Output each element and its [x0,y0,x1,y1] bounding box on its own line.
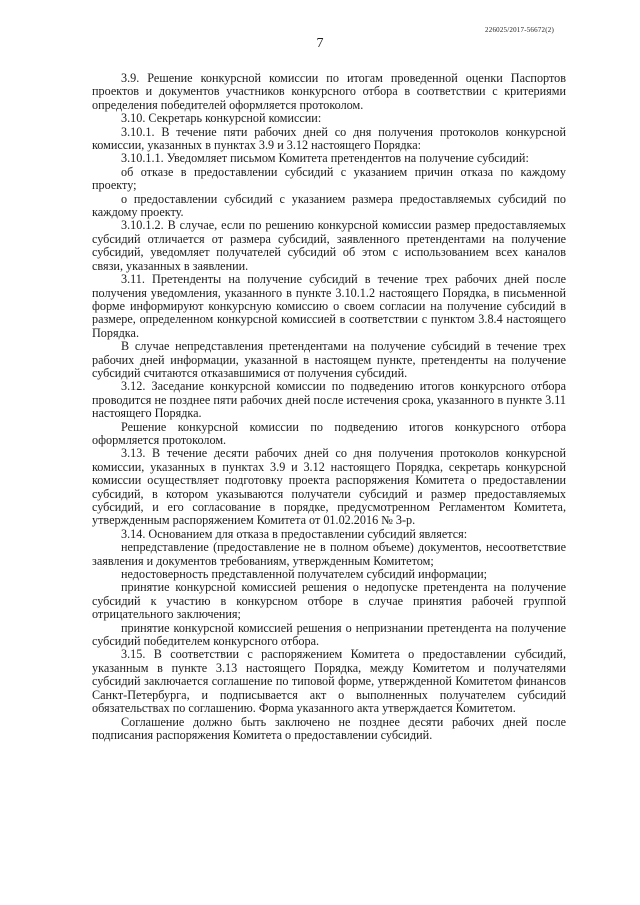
paragraph-refusal-reason-3: принятие конкурсной комиссией решения о недопуске претендента на получение субсидий к участию в конкурсном отборе в случае принятия рабочей группой отрицательного заключения; [92,580,566,622]
document-id: 226025/2017-56672(2) [485,26,554,34]
paragraph-3-10: 3.10. Секретарь конкурсной комиссии: [121,111,322,126]
paragraph-grant-notice: о предоставлении субсидий с указанием размера предоставляемых субсидий по каждому проекту. [92,191,566,220]
paragraph-3-13: 3.13. В течение десяти рабочих дней со дня получения протоколов конкурсной комиссии, указанных в пунктах 3.9 и 3.12 настоящего Порядка, секретарь конкурсной комиссии осуществляет подготовку проекта распоряжения Комитета о предоставлении субсидий, в котором указываются получатели субсидий и размер предоставляемых субсидий, и его согласование в порядке, предусмотренном Регламентом Комитета, утвержденным распоряжением Комитета от 01.02.2016 № 3-р. [92,446,566,528]
paragraph-3-12-decision: Решение конкурсной комиссии по подведению итогов конкурсного отбора оформляется протоколом. [92,419,566,447]
page-number: 7 [316,36,324,51]
paragraph-3-11-nonsubmission: В случае непредставления претендентами на получение субсидий в течение трех рабочих дней информации, указанной в настоящем пункте, претенденты на получение субсидий считаются отказавшимися от получения субсидий. [92,339,566,380]
paragraph-refusal-reason-2: недостоверность представленной получателем субсидий информации; [121,567,488,582]
document-body [92,72,566,742]
paragraph-3-11: 3.11. Претенденты на получение субсидий в течение трех рабочих дней после получения уведомления, указанного в пункте 3.10.1.2 настоящего Порядка, в письменной форме информируют конкурсную комиссию о своем согласии на получение субсидий в размере, определенном конкурсной комиссией в соответствии с пунктом 3.8.4 настоящего Порядка. [92,272,566,340]
paragraph-3-9: 3.9. Решение конкурсной комиссии по итогам проведенной оценки Паспортов проектов и документов участников конкурсного отбора в соответствии с критериями определения победителей оформляется протоколом. [92,71,566,112]
paragraph-3-10-1: 3.10.1. В течение пяти рабочих дней со дня получения протоколов конкурсной комиссии, указанных в пунктах 3.9 и 3.12 настоящего Порядка: [92,124,566,153]
paragraph-refusal-reason-4: принятие конкурсной комиссией решения о непризнании претендента на получение субсидий победителем конкурсного отбора. [92,620,566,649]
paragraph-refusal-notice: об отказе в предоставлении субсидий с указанием причин отказа по каждому проекту; [92,164,566,193]
paragraph-3-15: 3.15. В соответствии с распоряжением Комитета о предоставлении субсидий, указанным в пункте 3.13 настоящего Порядка, между Комитетом и получателями субсидий заключается соглашение по типовой форме, утвержденной Комитетом финансов Санкт-Петербурга, и подписывается акт о выполненных получателем субсидий обязательствах по соглашению. Форма указанного акта утверждается Комитетом. [92,647,566,716]
paragraph-agreement-deadline: Соглашение должно быть заключено не позднее десяти рабочих дней после подписания распоряжения Комитета о предоставлении субсидий. [92,714,566,742]
paragraph-3-10-1-2: 3.10.1.2. В случае, если по решению конкурсной комиссии размер предоставляемых субсидий отличается от размера субсидий, заявленного претендентами на получение субсидий, уведомляет получателей субсидий об этом с использованием всех каналов связи, указанных в заявлении. [92,218,566,273]
paragraph-3-12: 3.12. Заседание конкурсной комиссии по подведению итогов конкурсного отбора проводится не позднее пяти рабочих дней после истечения срока, указанного в пункте 3.11 настоящего Порядка. [92,379,566,421]
paragraph-refusal-reason-1: непредставление (предоставление не в полном объеме) документов, несоответствие заявления и документов требованиям, утвержденным Комитетом; [92,540,566,568]
paragraph-3-10-1-1: 3.10.1.1. Уведомляет письмом Комитета претендентов на получение субсидий: [121,151,529,166]
paragraph-3-14: 3.14. Основанием для отказа в предоставлении субсидий является: [121,526,468,541]
